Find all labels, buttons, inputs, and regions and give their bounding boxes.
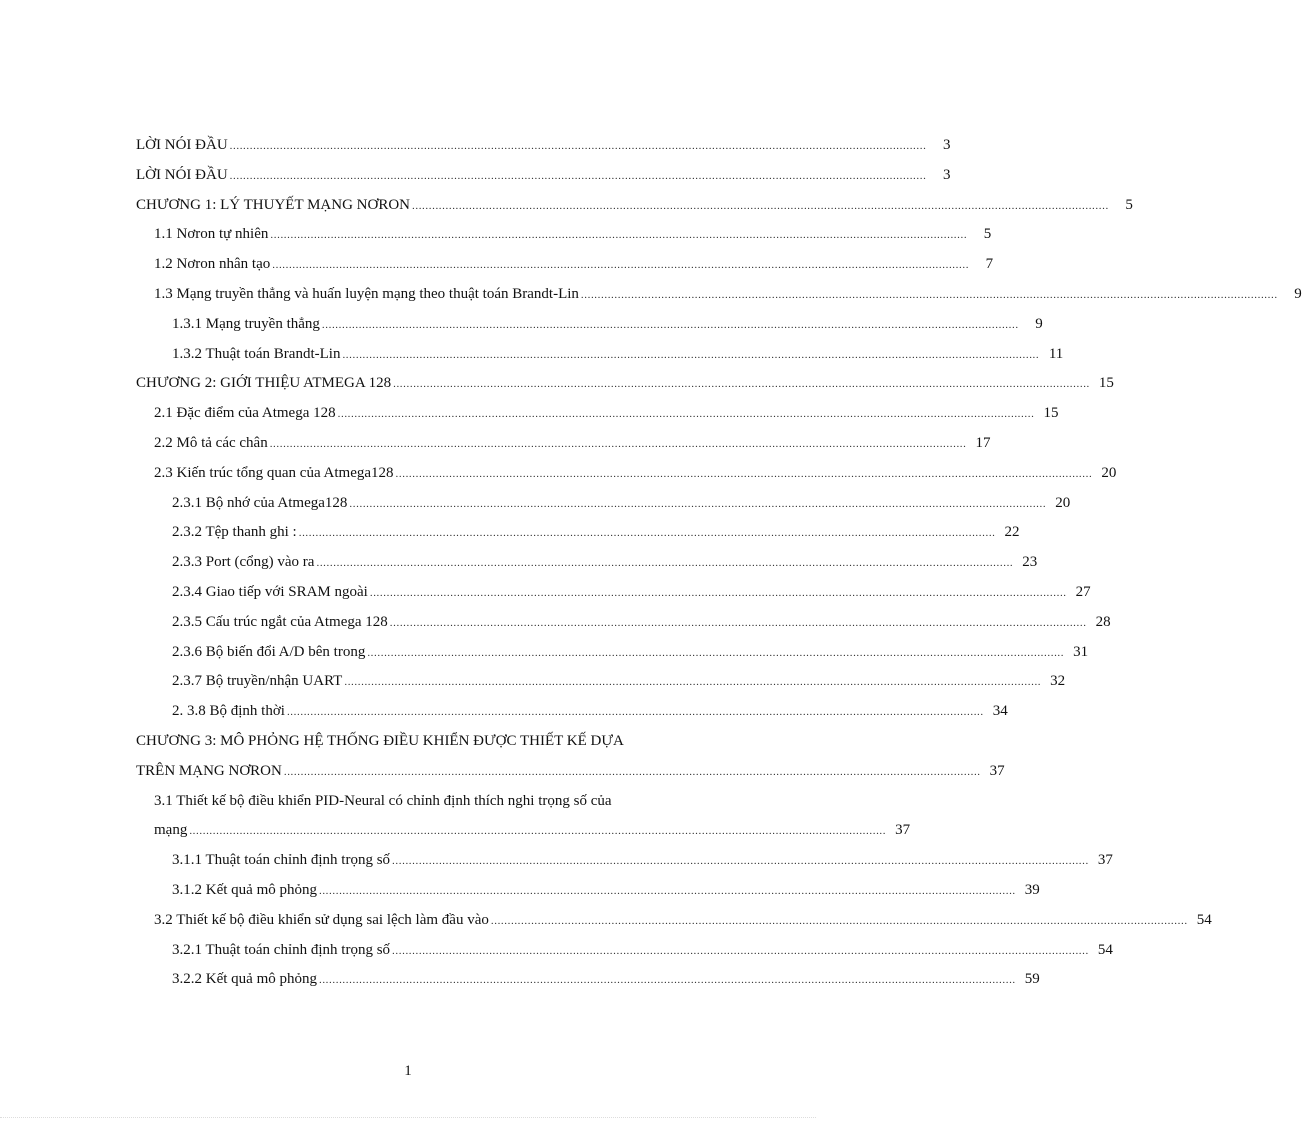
toc-entry-2-1[interactable] bbox=[136, 399, 1059, 429]
toc-entry-preface[interactable] bbox=[136, 131, 951, 161]
toc-entry-chapter-2[interactable] bbox=[136, 369, 1114, 399]
toc-entry-3-2-1[interactable] bbox=[136, 936, 1113, 966]
toc-entry-title: 2.3 Kiến trúc tổng quan của Atmega128 bbox=[154, 464, 394, 481]
toc-entry-2-3-6[interactable] bbox=[136, 638, 1089, 668]
toc-entry-title: 2.3.5 Cấu trúc ngắt của Atmega 128 bbox=[172, 613, 388, 630]
toc-entry-title: 3.1.2 Kết quả mô phỏng bbox=[172, 881, 317, 898]
dot-leader: ................................................................................................................................................................................................................ bbox=[318, 974, 1016, 987]
toc-entry-page: 7 bbox=[985, 256, 994, 273]
toc-entry-3-1-2[interactable] bbox=[136, 876, 1040, 906]
toc-entry-title: 3.2.2 Kết quả mô phỏng bbox=[172, 971, 317, 988]
toc-entry-title: 1.1 Nơron tự nhiên bbox=[154, 226, 269, 243]
toc-entry-title: 3.2 Thiết kế bộ điều khiển sử dụng sai lệch làm đầu vào bbox=[154, 911, 489, 928]
toc-entry-title: 1.3 Mạng truyền thẳng và huấn luyện mạng theo thuật toán Brandt-Lin bbox=[154, 285, 579, 302]
toc-entry-2-3-5[interactable] bbox=[136, 608, 1111, 638]
toc-entry-chapter-3[interactable] bbox=[136, 727, 1005, 787]
dot-leader: ................................................................................................................................................................................................................ bbox=[490, 914, 1188, 927]
toc-entry-page: 37 bbox=[895, 822, 911, 839]
toc-entry-title: 2.3.2 Tệp thanh ghi : bbox=[172, 524, 297, 541]
dot-leader: ................................................................................................................................................................................................................ bbox=[229, 169, 927, 182]
toc-entry-title: 2.2 Mô tả các chân bbox=[154, 434, 268, 451]
dot-leader: ................................................................................................................................................................................................................ bbox=[229, 140, 927, 152]
toc-entry-page: 32 bbox=[1050, 673, 1066, 690]
toc-entry-2-2[interactable] bbox=[136, 429, 991, 459]
toc-entry-title: LỜI NÓI ĐẦU bbox=[136, 166, 228, 183]
toc-entry-title: 3.2.1 Thuật toán chỉnh định trọng số bbox=[172, 941, 391, 958]
toc-entry-page: 54 bbox=[1097, 941, 1113, 958]
toc-entry-1-3[interactable] bbox=[136, 280, 1302, 310]
toc-entry-page: 15 bbox=[1043, 405, 1059, 422]
dot-leader: ................................................................................................................................................................................................................ bbox=[392, 855, 1089, 868]
toc-entry-title: 2.3.3 Port (cổng) vào ra bbox=[172, 554, 315, 571]
toc-entry-1-3-2[interactable] bbox=[136, 340, 1064, 370]
toc-entry-3-1-1[interactable] bbox=[136, 846, 1113, 876]
toc-entry-title-line-2: TRÊN MẠNG NƠRON bbox=[136, 762, 282, 779]
dot-leader: ................................................................................................................................................................................................................ bbox=[318, 884, 1016, 897]
toc-entry-preface-2[interactable] bbox=[136, 161, 951, 191]
toc-entry-2-3-8[interactable] bbox=[136, 697, 1008, 727]
table-of-contents bbox=[136, 131, 1302, 995]
toc-entry-chapter-1[interactable] bbox=[136, 191, 1133, 221]
toc-entry-1-3-1[interactable] bbox=[136, 310, 1043, 340]
toc-entry-page: 31 bbox=[1073, 643, 1089, 660]
toc-entry-page: 3 bbox=[942, 137, 951, 153]
toc-entry-page: 28 bbox=[1095, 613, 1111, 630]
dot-leader: ................................................................................................................................................................................................................ bbox=[392, 944, 1089, 957]
dot-leader: ................................................................................................................................................................................................................ bbox=[321, 318, 1019, 331]
toc-entry-title: CHƯƠNG 1: LÝ THUYẾT MẠNG NƠRON bbox=[136, 196, 410, 213]
toc-entry-3-2[interactable] bbox=[136, 906, 1212, 936]
toc-entry-page: 9 bbox=[1294, 285, 1302, 302]
toc-entry-page: 27 bbox=[1075, 583, 1091, 600]
toc-entry-title: 2.3.4 Giao tiếp với SRAM ngoài bbox=[172, 583, 368, 600]
toc-entry-page: 37 bbox=[1097, 852, 1113, 869]
page-number: 1 bbox=[404, 1063, 412, 1079]
toc-entry-title-line-2: mạng bbox=[154, 822, 188, 839]
toc-entry-page: 39 bbox=[1024, 881, 1040, 898]
dot-leader: ................................................................................................................................................................................................................ bbox=[342, 348, 1040, 361]
toc-entry-3-1[interactable] bbox=[136, 787, 911, 847]
dot-leader: ................................................................................................................................................................................................................ bbox=[270, 229, 968, 242]
toc-entry-title: LỜI NÓI ĐẦU bbox=[136, 137, 228, 153]
toc-entry-title: 2.3.7 Bộ truyền/nhận UART bbox=[172, 673, 343, 690]
toc-entry-page: 5 bbox=[983, 226, 992, 243]
toc-entry-title: 1.3.1 Mạng truyền thẳng bbox=[172, 315, 320, 332]
toc-entry-3-2-2[interactable] bbox=[136, 965, 1040, 995]
toc-entry-2-3-7[interactable] bbox=[136, 667, 1066, 697]
toc-entry-page: 20 bbox=[1101, 464, 1117, 481]
toc-entry-title: 2. 3.8 Bộ định thời bbox=[172, 703, 285, 720]
dot-leader: ................................................................................................................................................................................................................ bbox=[337, 408, 1035, 421]
toc-entry-page: 34 bbox=[992, 703, 1008, 720]
toc-entry-title: 2.3.6 Bộ biến đổi A/D bên trong bbox=[172, 643, 366, 660]
toc-entry-title: 1.2 Nơron nhân tạo bbox=[154, 256, 271, 273]
toc-entry-2-3-2[interactable] bbox=[136, 518, 1020, 548]
toc-entry-page: 20 bbox=[1055, 494, 1071, 511]
toc-entry-title-line-1: CHƯƠNG 3: MÔ PHỎNG HỆ THỐNG ĐIỀU KHIỂN ĐƯỢC THIẾT KẾ DỰA bbox=[136, 732, 624, 749]
toc-entry-page: 59 bbox=[1024, 971, 1040, 988]
toc-entry-2-3-4[interactable] bbox=[136, 578, 1091, 608]
toc-entry-2-3-1[interactable] bbox=[136, 489, 1071, 519]
toc-entry-page: 37 bbox=[989, 762, 1005, 779]
toc-entry-1-2[interactable] bbox=[136, 250, 994, 280]
dot-leader: ................................................................................................................................................................................................................ bbox=[272, 259, 970, 272]
toc-entry-page: 5 bbox=[1125, 196, 1133, 213]
dot-leader: ................................................................................................................................................................................................................ bbox=[395, 467, 1093, 480]
toc-entry-2-3[interactable] bbox=[136, 459, 1117, 489]
dot-leader: ................................................................................................................................................................................................................ bbox=[412, 199, 1109, 212]
dot-leader: ................................................................................................................................................................................................................ bbox=[580, 288, 1278, 301]
dot-leader: ................................................................................................................................................................................................................ bbox=[269, 437, 967, 450]
dot-leader: ................................................................................................................................................................................................................ bbox=[298, 527, 996, 540]
toc-entry-title: CHƯƠNG 2: GIỚI THIỆU ATMEGA 128 bbox=[136, 375, 392, 392]
toc-entry-page: 3 bbox=[942, 166, 951, 183]
toc-entry-title: 2.3.1 Bộ nhớ của Atmega128 bbox=[172, 494, 348, 511]
toc-entry-page: 17 bbox=[975, 434, 991, 451]
dot-leader: ................................................................................................................................................................................................................ bbox=[369, 586, 1067, 599]
toc-entry-page: 22 bbox=[1004, 524, 1020, 541]
toc-entry-title: 2.1 Đặc điểm của Atmega 128 bbox=[154, 405, 336, 422]
dot-leader: ................................................................................................................................................................................................................ bbox=[283, 765, 981, 778]
dot-leader: ................................................................................................................................................................................................................ bbox=[393, 378, 1090, 391]
toc-entry-title: 3.1.1 Thuật toán chỉnh định trọng số bbox=[172, 852, 391, 869]
toc-entry-1-1[interactable] bbox=[136, 220, 992, 250]
toc-entry-page: 15 bbox=[1098, 375, 1114, 392]
dot-leader: ................................................................................................................................................................................................................ bbox=[286, 706, 984, 719]
dot-leader: ................................................................................................................................................................................................................ bbox=[344, 676, 1042, 689]
dot-leader: ................................................................................................................................................................................................................ bbox=[349, 497, 1047, 510]
dot-leader: ................................................................................................................................................................................................................ bbox=[189, 825, 887, 838]
toc-entry-title: 1.3.2 Thuật toán Brandt-Lin bbox=[172, 345, 341, 362]
toc-entry-page: 54 bbox=[1196, 911, 1212, 928]
toc-entry-page: 9 bbox=[1035, 315, 1043, 332]
toc-entry-page: 11 bbox=[1048, 345, 1064, 362]
toc-entry-2-3-3[interactable] bbox=[136, 548, 1038, 578]
toc-entry-title-line-1: 3.1 Thiết kế bộ điều khiển PID-Neural có chỉnh định thích nghi trọng số của bbox=[154, 792, 612, 809]
dot-leader: ................................................................................................................................................................................................................ bbox=[367, 646, 1065, 659]
toc-entry-page: 23 bbox=[1022, 554, 1038, 571]
dot-leader: ................................................................................................................................................................................................................ bbox=[316, 557, 1014, 570]
page-edge-rule bbox=[0, 1117, 816, 1118]
dot-leader: ................................................................................................................................................................................................................ bbox=[389, 616, 1087, 629]
